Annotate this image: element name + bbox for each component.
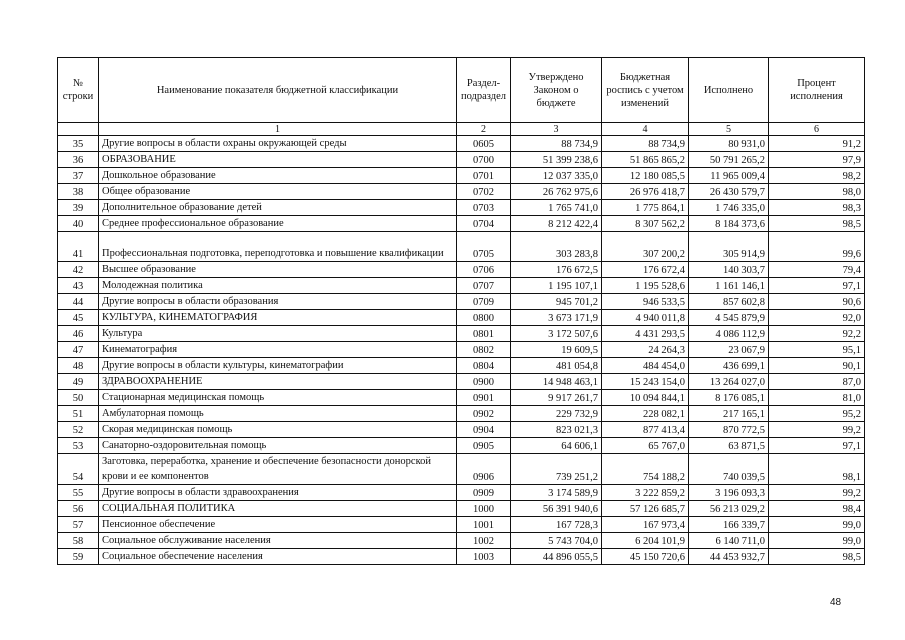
- table-row: [58, 485, 865, 501]
- schedule-amount: 946 533,5: [602, 294, 689, 310]
- approved-amount: 64 606,1: [511, 438, 602, 454]
- approved-amount: 51 399 238,6: [511, 152, 602, 168]
- row-number: 59: [58, 549, 99, 565]
- executed-amount: 63 871,5: [689, 438, 769, 454]
- indicator-name: ЗДРАВООХРАНЕНИЕ: [99, 374, 457, 390]
- schedule-amount: 26 976 418,7: [602, 184, 689, 200]
- approved-amount: 823 021,3: [511, 422, 602, 438]
- table-row: [58, 232, 865, 262]
- schedule-amount: 176 672,4: [602, 262, 689, 278]
- execution-percent: 98,4: [769, 501, 865, 517]
- table-row: [58, 358, 865, 374]
- header-indicator-name: Наименование показателя бюджетной классификации: [99, 58, 457, 123]
- indicator-name: Общее образование: [99, 184, 457, 200]
- indicator-name: СОЦИАЛЬНАЯ ПОЛИТИКА: [99, 501, 457, 517]
- table-row: [58, 168, 865, 184]
- row-number: 41: [58, 232, 99, 262]
- schedule-amount: 12 180 085,5: [602, 168, 689, 184]
- indicator-name: Другие вопросы в области культуры, кинематографии: [99, 358, 457, 374]
- execution-percent: 90,6: [769, 294, 865, 310]
- header-row-number: № строки: [58, 58, 99, 123]
- row-number: 57: [58, 517, 99, 533]
- execution-percent: 91,2: [769, 136, 865, 152]
- section-code: 0802: [457, 342, 511, 358]
- approved-amount: 88 734,9: [511, 136, 602, 152]
- approved-amount: 3 673 171,9: [511, 310, 602, 326]
- schedule-amount: 51 865 865,2: [602, 152, 689, 168]
- section-code: 0704: [457, 216, 511, 232]
- table-row: [58, 438, 865, 454]
- row-number: 37: [58, 168, 99, 184]
- table-row: [58, 278, 865, 294]
- table-row: [58, 374, 865, 390]
- schedule-amount: 3 222 859,2: [602, 485, 689, 501]
- column-number: 6: [769, 123, 865, 136]
- indicator-name: ОБРАЗОВАНИЕ: [99, 152, 457, 168]
- execution-percent: 98,3: [769, 200, 865, 216]
- execution-percent: 97,9: [769, 152, 865, 168]
- executed-amount: 80 931,0: [689, 136, 769, 152]
- table-row: [58, 422, 865, 438]
- row-number: 51: [58, 406, 99, 422]
- indicator-name: Социальное обеспечение населения: [99, 549, 457, 565]
- table-row: [58, 326, 865, 342]
- row-number: 40: [58, 216, 99, 232]
- executed-amount: 26 430 579,7: [689, 184, 769, 200]
- section-code: 0705: [457, 232, 511, 262]
- approved-amount: 229 732,9: [511, 406, 602, 422]
- page-number: 48: [830, 597, 842, 608]
- section-code: 0702: [457, 184, 511, 200]
- section-code: 0902: [457, 406, 511, 422]
- execution-percent: 98,1: [769, 454, 865, 485]
- execution-percent: 95,1: [769, 342, 865, 358]
- schedule-amount: 10 094 844,1: [602, 390, 689, 406]
- execution-percent: 99,0: [769, 517, 865, 533]
- table-row: [58, 294, 865, 310]
- indicator-name: Санаторно-оздоровительная помощь: [99, 438, 457, 454]
- schedule-amount: 167 973,4: [602, 517, 689, 533]
- executed-amount: 166 339,7: [689, 517, 769, 533]
- approved-amount: 56 391 940,6: [511, 501, 602, 517]
- indicator-name: Другие вопросы в области образования: [99, 294, 457, 310]
- column-number-row: [58, 123, 865, 136]
- executed-amount: 436 699,1: [689, 358, 769, 374]
- executed-amount: 44 453 932,7: [689, 549, 769, 565]
- approved-amount: 19 609,5: [511, 342, 602, 358]
- section-code: 0909: [457, 485, 511, 501]
- indicator-name: Профессиональная подготовка, переподготовка и повышение квалификации: [99, 232, 457, 262]
- schedule-amount: 228 082,1: [602, 406, 689, 422]
- execution-percent: 79,4: [769, 262, 865, 278]
- table-row: [58, 262, 865, 278]
- indicator-name: Заготовка, переработка, хранение и обеспечение безопасности донорской крови и ее компонентов: [99, 454, 457, 485]
- approved-amount: 739 251,2: [511, 454, 602, 485]
- section-code: 0804: [457, 358, 511, 374]
- table-body: [58, 136, 865, 565]
- schedule-amount: 754 188,2: [602, 454, 689, 485]
- schedule-amount: 45 150 720,6: [602, 549, 689, 565]
- header-budget-schedule: Бюджетная роспись с учетом изменений: [602, 58, 689, 123]
- column-number: 1: [99, 123, 457, 136]
- executed-amount: 56 213 029,2: [689, 501, 769, 517]
- table-row: [58, 310, 865, 326]
- schedule-amount: 6 204 101,9: [602, 533, 689, 549]
- table-row: [58, 533, 865, 549]
- section-code: 0706: [457, 262, 511, 278]
- approved-amount: 1 195 107,1: [511, 278, 602, 294]
- schedule-amount: 8 307 562,2: [602, 216, 689, 232]
- column-number: 5: [689, 123, 769, 136]
- executed-amount: 8 184 373,6: [689, 216, 769, 232]
- section-code: 1001: [457, 517, 511, 533]
- row-number: 54: [58, 454, 99, 485]
- indicator-name: Дошкольное образование: [99, 168, 457, 184]
- table-row: [58, 216, 865, 232]
- indicator-name: Кинематография: [99, 342, 457, 358]
- approved-amount: 14 948 463,1: [511, 374, 602, 390]
- approved-amount: 5 743 704,0: [511, 533, 602, 549]
- row-number: 46: [58, 326, 99, 342]
- approved-amount: 26 762 975,6: [511, 184, 602, 200]
- executed-amount: 11 965 009,4: [689, 168, 769, 184]
- row-number: 48: [58, 358, 99, 374]
- executed-amount: 305 914,9: [689, 232, 769, 262]
- section-code: 0707: [457, 278, 511, 294]
- indicator-name: КУЛЬТУРА, КИНЕМАТОГРАФИЯ: [99, 310, 457, 326]
- section-code: 0900: [457, 374, 511, 390]
- schedule-amount: 307 200,2: [602, 232, 689, 262]
- execution-percent: 90,1: [769, 358, 865, 374]
- execution-percent: 97,1: [769, 278, 865, 294]
- indicator-name: Молодежная политика: [99, 278, 457, 294]
- section-code: 1002: [457, 533, 511, 549]
- execution-percent: 98,2: [769, 168, 865, 184]
- section-code: 0605: [457, 136, 511, 152]
- row-number: 52: [58, 422, 99, 438]
- section-code: 0906: [457, 454, 511, 485]
- indicator-name: Культура: [99, 326, 457, 342]
- schedule-amount: 1 775 864,1: [602, 200, 689, 216]
- execution-percent: 99,2: [769, 485, 865, 501]
- indicator-name: Амбулаторная помощь: [99, 406, 457, 422]
- section-code: 0901: [457, 390, 511, 406]
- row-number: 55: [58, 485, 99, 501]
- indicator-name: Высшее образование: [99, 262, 457, 278]
- indicator-name: Пенсионное обеспечение: [99, 517, 457, 533]
- section-code: 0905: [457, 438, 511, 454]
- table-row: [58, 549, 865, 565]
- executed-amount: 857 602,8: [689, 294, 769, 310]
- approved-amount: 12 037 335,0: [511, 168, 602, 184]
- execution-percent: 98,0: [769, 184, 865, 200]
- execution-percent: 92,2: [769, 326, 865, 342]
- indicator-name: Стационарная медицинская помощь: [99, 390, 457, 406]
- execution-percent: 87,0: [769, 374, 865, 390]
- approved-amount: 8 212 422,4: [511, 216, 602, 232]
- executed-amount: 140 303,7: [689, 262, 769, 278]
- approved-amount: 3 174 589,9: [511, 485, 602, 501]
- execution-percent: 81,0: [769, 390, 865, 406]
- section-code: 0800: [457, 310, 511, 326]
- execution-percent: 99,2: [769, 422, 865, 438]
- column-number: 4: [602, 123, 689, 136]
- table-row: [58, 406, 865, 422]
- execution-percent: 92,0: [769, 310, 865, 326]
- indicator-name: Социальное обслуживание населения: [99, 533, 457, 549]
- section-code: 0703: [457, 200, 511, 216]
- indicator-name: Дополнительное образование детей: [99, 200, 457, 216]
- section-code: 1003: [457, 549, 511, 565]
- row-number: 44: [58, 294, 99, 310]
- executed-amount: 740 039,5: [689, 454, 769, 485]
- table-row: [58, 184, 865, 200]
- table-row: [58, 390, 865, 406]
- schedule-amount: 57 126 685,7: [602, 501, 689, 517]
- executed-amount: 4 086 112,9: [689, 326, 769, 342]
- schedule-amount: 24 264,3: [602, 342, 689, 358]
- executed-amount: 13 264 027,0: [689, 374, 769, 390]
- row-number: 36: [58, 152, 99, 168]
- row-number: 49: [58, 374, 99, 390]
- executed-amount: 4 545 879,9: [689, 310, 769, 326]
- row-number: 42: [58, 262, 99, 278]
- row-number: 56: [58, 501, 99, 517]
- execution-percent: 97,1: [769, 438, 865, 454]
- table-row: [58, 136, 865, 152]
- row-number: 35: [58, 136, 99, 152]
- section-code: 0904: [457, 422, 511, 438]
- approved-amount: 9 917 261,7: [511, 390, 602, 406]
- execution-percent: 99,0: [769, 533, 865, 549]
- header-executed: Исполнено: [689, 58, 769, 123]
- schedule-amount: 484 454,0: [602, 358, 689, 374]
- approved-amount: 945 701,2: [511, 294, 602, 310]
- row-number: 39: [58, 200, 99, 216]
- approved-amount: 481 054,8: [511, 358, 602, 374]
- execution-percent: 95,2: [769, 406, 865, 422]
- schedule-amount: 4 940 011,8: [602, 310, 689, 326]
- executed-amount: 50 791 265,2: [689, 152, 769, 168]
- executed-amount: 1 746 335,0: [689, 200, 769, 216]
- executed-amount: 8 176 085,1: [689, 390, 769, 406]
- row-number: 50: [58, 390, 99, 406]
- table-row: [58, 152, 865, 168]
- approved-amount: 44 896 055,5: [511, 549, 602, 565]
- schedule-amount: 65 767,0: [602, 438, 689, 454]
- executed-amount: 1 161 146,1: [689, 278, 769, 294]
- approved-amount: 303 283,8: [511, 232, 602, 262]
- header-approved: Утверждено Законом о бюджете: [511, 58, 602, 123]
- indicator-name: Другие вопросы в области охраны окружающей среды: [99, 136, 457, 152]
- section-code: 0801: [457, 326, 511, 342]
- executed-amount: 3 196 093,3: [689, 485, 769, 501]
- table-header: [58, 58, 865, 136]
- row-number: 38: [58, 184, 99, 200]
- header-section: Раздел-подраздел: [457, 58, 511, 123]
- schedule-amount: 15 243 154,0: [602, 374, 689, 390]
- executed-amount: 23 067,9: [689, 342, 769, 358]
- executed-amount: 217 165,1: [689, 406, 769, 422]
- approved-amount: 176 672,5: [511, 262, 602, 278]
- section-code: 0701: [457, 168, 511, 184]
- schedule-amount: 877 413,4: [602, 422, 689, 438]
- schedule-amount: 4 431 293,5: [602, 326, 689, 342]
- table-row: [58, 501, 865, 517]
- row-number: 58: [58, 533, 99, 549]
- row-number: 45: [58, 310, 99, 326]
- indicator-name: Другие вопросы в области здравоохранения: [99, 485, 457, 501]
- column-number: [58, 123, 99, 136]
- table-row: [58, 342, 865, 358]
- section-code: 1000: [457, 501, 511, 517]
- header-percent: Процент исполнения: [769, 58, 865, 123]
- row-number: 47: [58, 342, 99, 358]
- row-number: 53: [58, 438, 99, 454]
- execution-percent: 98,5: [769, 549, 865, 565]
- execution-percent: 98,5: [769, 216, 865, 232]
- schedule-amount: 88 734,9: [602, 136, 689, 152]
- approved-amount: 1 765 741,0: [511, 200, 602, 216]
- schedule-amount: 1 195 528,6: [602, 278, 689, 294]
- section-code: 0709: [457, 294, 511, 310]
- indicator-name: Среднее профессиональное образование: [99, 216, 457, 232]
- table-row: [58, 454, 865, 485]
- execution-percent: 99,6: [769, 232, 865, 262]
- approved-amount: 167 728,3: [511, 517, 602, 533]
- row-number: 43: [58, 278, 99, 294]
- section-code: 0700: [457, 152, 511, 168]
- executed-amount: 6 140 711,0: [689, 533, 769, 549]
- indicator-name: Скорая медицинская помощь: [99, 422, 457, 438]
- executed-amount: 870 772,5: [689, 422, 769, 438]
- budget-table: [57, 57, 865, 565]
- table-row: [58, 200, 865, 216]
- column-number: 2: [457, 123, 511, 136]
- column-number: 3: [511, 123, 602, 136]
- table-row: [58, 517, 865, 533]
- approved-amount: 3 172 507,6: [511, 326, 602, 342]
